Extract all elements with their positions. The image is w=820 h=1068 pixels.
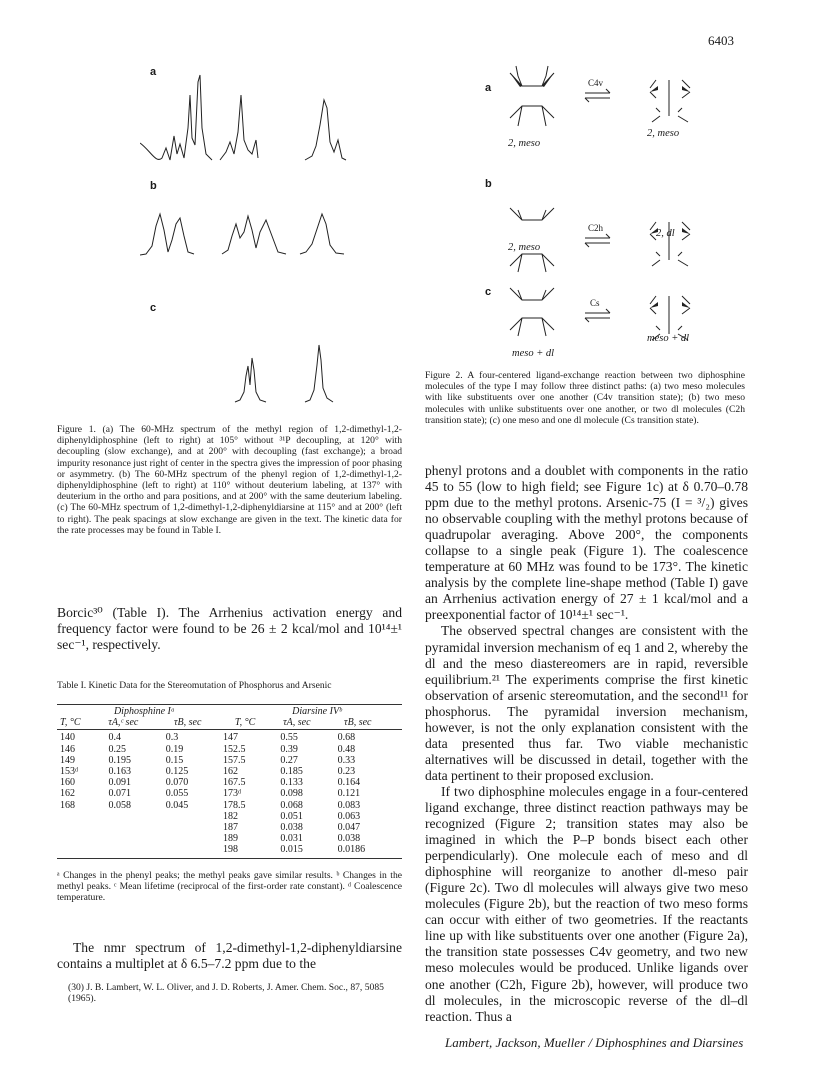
- transition-label-cs: Cs: [590, 298, 600, 308]
- table-cell: 0.091: [108, 777, 131, 789]
- figure-1-panel-label-b: b: [150, 180, 157, 192]
- right-column: [425, 463, 748, 1025]
- table-footnote: ᵃ Changes in the phenyl peaks; the methyl peaks gave similar results. ᵇ Changes in the methyl peaks. ᶜ Mean lifetime (reciprocal of the first-order rate constant). ᵈ Coalescence temperature.: [57, 870, 402, 904]
- table-cell: [57, 833, 105, 844]
- spectrum-b-trace-3: [300, 214, 344, 254]
- table-row: [57, 844, 402, 855]
- table-cell: 168: [60, 799, 75, 811]
- table-row: [57, 755, 402, 766]
- reference-text: (30) J. B. Lambert, W. L. Oliver, and J. D. Roberts, J. Amer. Chem. Soc., 87, 5085 (1965).: [68, 982, 384, 1005]
- figure-1-caption: Figure 1. (a) The 60-MHz spectrum of the methyl region of 1,2-dimethyl-1,2-diphenyldiphosphine (left to right) at 105° without ³¹P decoupling, at 120° with decoupling (slow exchange), and at 200° with decoupling (fast exchange); a broad impurity resonance just right of center in the spectra gives the impression of poor phasing or asymmetry. (b) The 60-MHz spectrum of the phenyl region of 1,2-dimethyl-1,2-diphenyldiphosphine (left to right) at 110° without deuterium labeling, at 137° with deuterium in the ortho and para positions, and at 200° with the same deuterium labeling. (c) The 60-MHz spectrum of 1,2-dimethyl-1,2-diphenyldiarsine at 115° and at 200° (left to right). The peak spacings at slow exchange are given in the text. The kinetic data for the rate processes may be found in Table I.: [57, 424, 402, 536]
- right-paragraph-2: The observed spectral changes are consistent with the pyramidal inversion mechanism of eq 1 and 2, whereby the dl and the meso diastereomers are in rapid, reversible equilibrium.²¹ The experiments comprise the first kinetic observation of arsenic stereomutation, and the second¹¹ for phosphorus. The pyramidal inversion mechanism, however, is not the only explanation consistent with the data presented thus far. Two viable mechanistic alternatives will be discussed in detail, together with the data pertinent to their proposed exclusion.: [425, 623, 748, 783]
- spectrum-a-trace-1: [140, 75, 212, 160]
- table-row: [57, 732, 402, 743]
- row-c-arrow: [585, 309, 610, 322]
- table-cell: 0.23: [337, 766, 356, 778]
- table-cell: 0.164: [337, 777, 361, 789]
- table-cell: 0.163: [108, 766, 131, 778]
- table-cell: 0.0186: [337, 844, 366, 856]
- table-cell: 0.27: [280, 754, 298, 766]
- right-label-c: meso + dl: [647, 333, 690, 344]
- table-cell: 0.121: [337, 788, 361, 800]
- table-row: [57, 766, 402, 777]
- table-header: T, °C: [234, 717, 256, 729]
- left-label-a: 2, meso: [508, 138, 541, 149]
- table-cell: 0.098: [280, 788, 303, 800]
- table-cell: [163, 844, 220, 855]
- table-cell: [163, 811, 220, 822]
- table-cell: [57, 844, 105, 855]
- figure-2-caption: Figure 2. A four-centered ligand-exchange reaction between two diphosphine molecules of the type I may follow three distinct paths: (a) two meso molecules with like substituents over one another (C4v transition state); (b) two meso molecules with unlike substituents over one another, or two dl molecules (C2h transition state); (c) one meso and one dl molecule (Cs transition state).: [425, 370, 745, 426]
- right-label-b: 2, dl: [656, 228, 675, 239]
- row-a-left-molecule-top: [510, 66, 554, 86]
- table-cell: 0.4: [108, 732, 121, 744]
- table-cell: 162: [60, 788, 75, 800]
- table-row: [57, 800, 402, 811]
- table-cell: 0.33: [337, 754, 356, 766]
- figure-1-panel-label-a: a: [150, 66, 157, 78]
- row-b-left-molecule-top: [510, 208, 554, 220]
- table-row: [57, 811, 402, 822]
- table-cell: [105, 844, 162, 855]
- table-header: τA, sec: [283, 717, 311, 729]
- table-cell: 0.125: [165, 766, 189, 778]
- table-cell: 0.133: [280, 777, 303, 789]
- row-a-left-molecule-bottom: [510, 106, 554, 126]
- table-group-diphosphine: Diphosphine Iᵃ: [113, 706, 175, 717]
- row-b-left-molecule-bottom: [510, 254, 554, 272]
- figure-2-row-label-c: c: [485, 286, 492, 298]
- table-cell: 0.68: [337, 732, 356, 744]
- table-cell: 187: [223, 822, 239, 834]
- table-cell: 0.070: [165, 777, 189, 789]
- table-cell: 146: [60, 743, 75, 755]
- table-title: Table I. Kinetic Data for the Stereomutation of Phosphorus and Arsenic: [57, 680, 332, 691]
- table-cell: 0.047: [337, 822, 361, 834]
- spectrum-c-trace-2: [305, 345, 333, 402]
- kinetic-data-table: [57, 704, 402, 859]
- transition-label-c4v: C4v: [588, 78, 604, 88]
- spectrum-b-trace-1: [140, 214, 194, 255]
- left-bottom-paragraph: The nmr spectrum of 1,2-dimethyl-1,2-diphenyldiarsine contains a multiplet at δ 6.5–7.2 ppm due to the: [57, 940, 402, 972]
- row-c-left-molecule-bottom: [510, 318, 554, 336]
- spectrum-a-trace-3: [305, 100, 346, 160]
- table-cell: [57, 811, 105, 822]
- spectrum-b-trace-2: [222, 216, 286, 254]
- table-cell: 182: [223, 810, 239, 822]
- table-cell: 0.19: [165, 743, 184, 755]
- table-cell: 189: [223, 833, 239, 845]
- wedge-bond: [542, 73, 554, 87]
- table-cell: 0.48: [337, 743, 356, 755]
- page-number: 6403: [708, 33, 734, 48]
- table-row: [57, 833, 402, 844]
- table-cell: 0.15: [165, 754, 184, 766]
- table-cell: 0.045: [165, 799, 189, 811]
- table-cell: 0.058: [108, 799, 131, 811]
- right-paragraph-1: phenyl protons and a doublet with components in the ratio 45 to 55 (low to high field; see Figure 1c) at δ 0.70–0.78 ppm due to the methyl protons. Arsenic-75 (I = ³/₂) gives no observable coupling with the methyl protons because of quadrupolar averaging. Above 200°, the components collapse to a single peak (Figure 1). The coalescence temperature at 60 MHz was found to be 173°. The kinetic analysis by the complete line-shape method (Table I) gave an Arrhenius activation energy of 27 ± 1 kcal/mol and a preexponential factor of 10¹⁴±¹ sec⁻¹.: [425, 463, 748, 623]
- wedge-bond: [510, 73, 522, 87]
- spectrum-c-trace-1: [235, 358, 266, 402]
- table-cell: 0.3: [165, 732, 179, 744]
- table-cell: 0.55: [280, 732, 298, 744]
- table-cell: 0.038: [337, 833, 361, 845]
- table-cell: [105, 822, 162, 833]
- table-cell: [57, 822, 105, 833]
- ligand-exchange-diagram: [460, 40, 760, 370]
- left-paragraph: Borcic³⁰ (Table I). The Arrhenius activation energy and frequency factor were found to be 26 ± 2 kcal/mol and 10¹⁴±¹ sec⁻¹, respectively.: [57, 605, 402, 653]
- table-cell: 0.071: [108, 788, 131, 800]
- row-a-arrow: [585, 89, 610, 102]
- right-label-a: 2, meso: [647, 128, 680, 139]
- table-cell: 0.051: [280, 810, 303, 822]
- table-cell: 0.055: [165, 788, 189, 800]
- table-header: τA,ᶜ sec: [108, 717, 139, 729]
- table-cell: 157.5: [223, 754, 246, 766]
- table-cell: 149: [60, 754, 75, 766]
- table-body: [57, 732, 402, 855]
- table-header: T, °C: [60, 717, 81, 729]
- table-cell: 0.063: [337, 810, 361, 822]
- table-cell: [163, 833, 220, 844]
- table-cell: 0.015: [280, 844, 303, 856]
- nmr-spectra-plot: [140, 40, 400, 420]
- table-header: τB, sec: [173, 717, 202, 729]
- table-cell: 173ᵈ: [223, 788, 242, 800]
- left-label-b: 2, meso: [508, 242, 541, 253]
- transition-label-c2h: C2h: [588, 223, 604, 233]
- right-paragraph-3: If two diphosphine molecules engage in a four-centered ligand exchange, three distinct reaction pathways may be recognized (Figure 2; transition states may also be imagined in which the P–P bonds bisect each other perpendicularly). One molecule each of meso and dl diphosphine will reorganize to another dl-meso pair (Figure 2c). Two dl molecules will always give two meso molecules (Figure 2b), but the reaction of two meso forms can occur with either of two geometries. If the reactants line up with like substituents over one another (Figure 2a), the transition state possesses C4v geometry, and two new meso molecules would be produced. Unlike ligands over one another (C2h, Figure 2b), however, will produce two dl molecules, in the microscopic reverse of the dl–dl reaction. Thus a: [425, 783, 748, 1024]
- table-row: [57, 788, 402, 799]
- table-row: [57, 777, 402, 788]
- row-a-right-molecule: [650, 80, 690, 122]
- figure-2-row-label-b: b: [485, 178, 492, 190]
- running-footer: Lambert, Jackson, Mueller / Diphosphines and Diarsines: [445, 1035, 744, 1050]
- spectrum-a-trace-2: [220, 95, 258, 160]
- table-row: [57, 822, 402, 833]
- table-cell: 0.185: [280, 766, 303, 778]
- figure-2: [460, 40, 760, 370]
- figure-1-panel-label-c: c: [150, 302, 157, 314]
- table-cell: [163, 822, 220, 833]
- table-cell: 198: [223, 844, 239, 856]
- table-cell: 140: [60, 732, 75, 744]
- table-header: τB, sec: [344, 717, 372, 729]
- table-cell: [105, 833, 162, 844]
- table-cell: 152.5: [223, 743, 246, 755]
- table-cell: 167.5: [223, 777, 246, 789]
- figure-2-row-label-a: a: [485, 82, 492, 94]
- table-cell: 0.195: [108, 754, 131, 766]
- table-cell: 0.031: [280, 833, 303, 845]
- row-b-arrow: [585, 234, 610, 247]
- table-group-diarsine: Diarsine IVᵇ: [292, 706, 342, 717]
- table-cell: 153ᵈ: [60, 766, 79, 778]
- table-cell: 0.25: [108, 743, 126, 755]
- table-cell: 162: [223, 766, 239, 778]
- table-cell: 178.5: [223, 799, 246, 811]
- table-cell: 0.39: [280, 743, 298, 755]
- table-cell: 160: [60, 777, 75, 789]
- table-cell: 0.083: [337, 799, 361, 811]
- figure-1: [140, 40, 400, 420]
- left-label-c: meso + dl: [512, 348, 555, 359]
- reference-30: [68, 982, 402, 1004]
- table-cell: 0.038: [280, 822, 303, 834]
- table-cell: 147: [223, 732, 239, 744]
- table-row: [57, 744, 402, 755]
- table-cell: 0.068: [280, 799, 303, 811]
- table-cell: [105, 811, 162, 822]
- row-c-left-molecule-top: [510, 288, 554, 300]
